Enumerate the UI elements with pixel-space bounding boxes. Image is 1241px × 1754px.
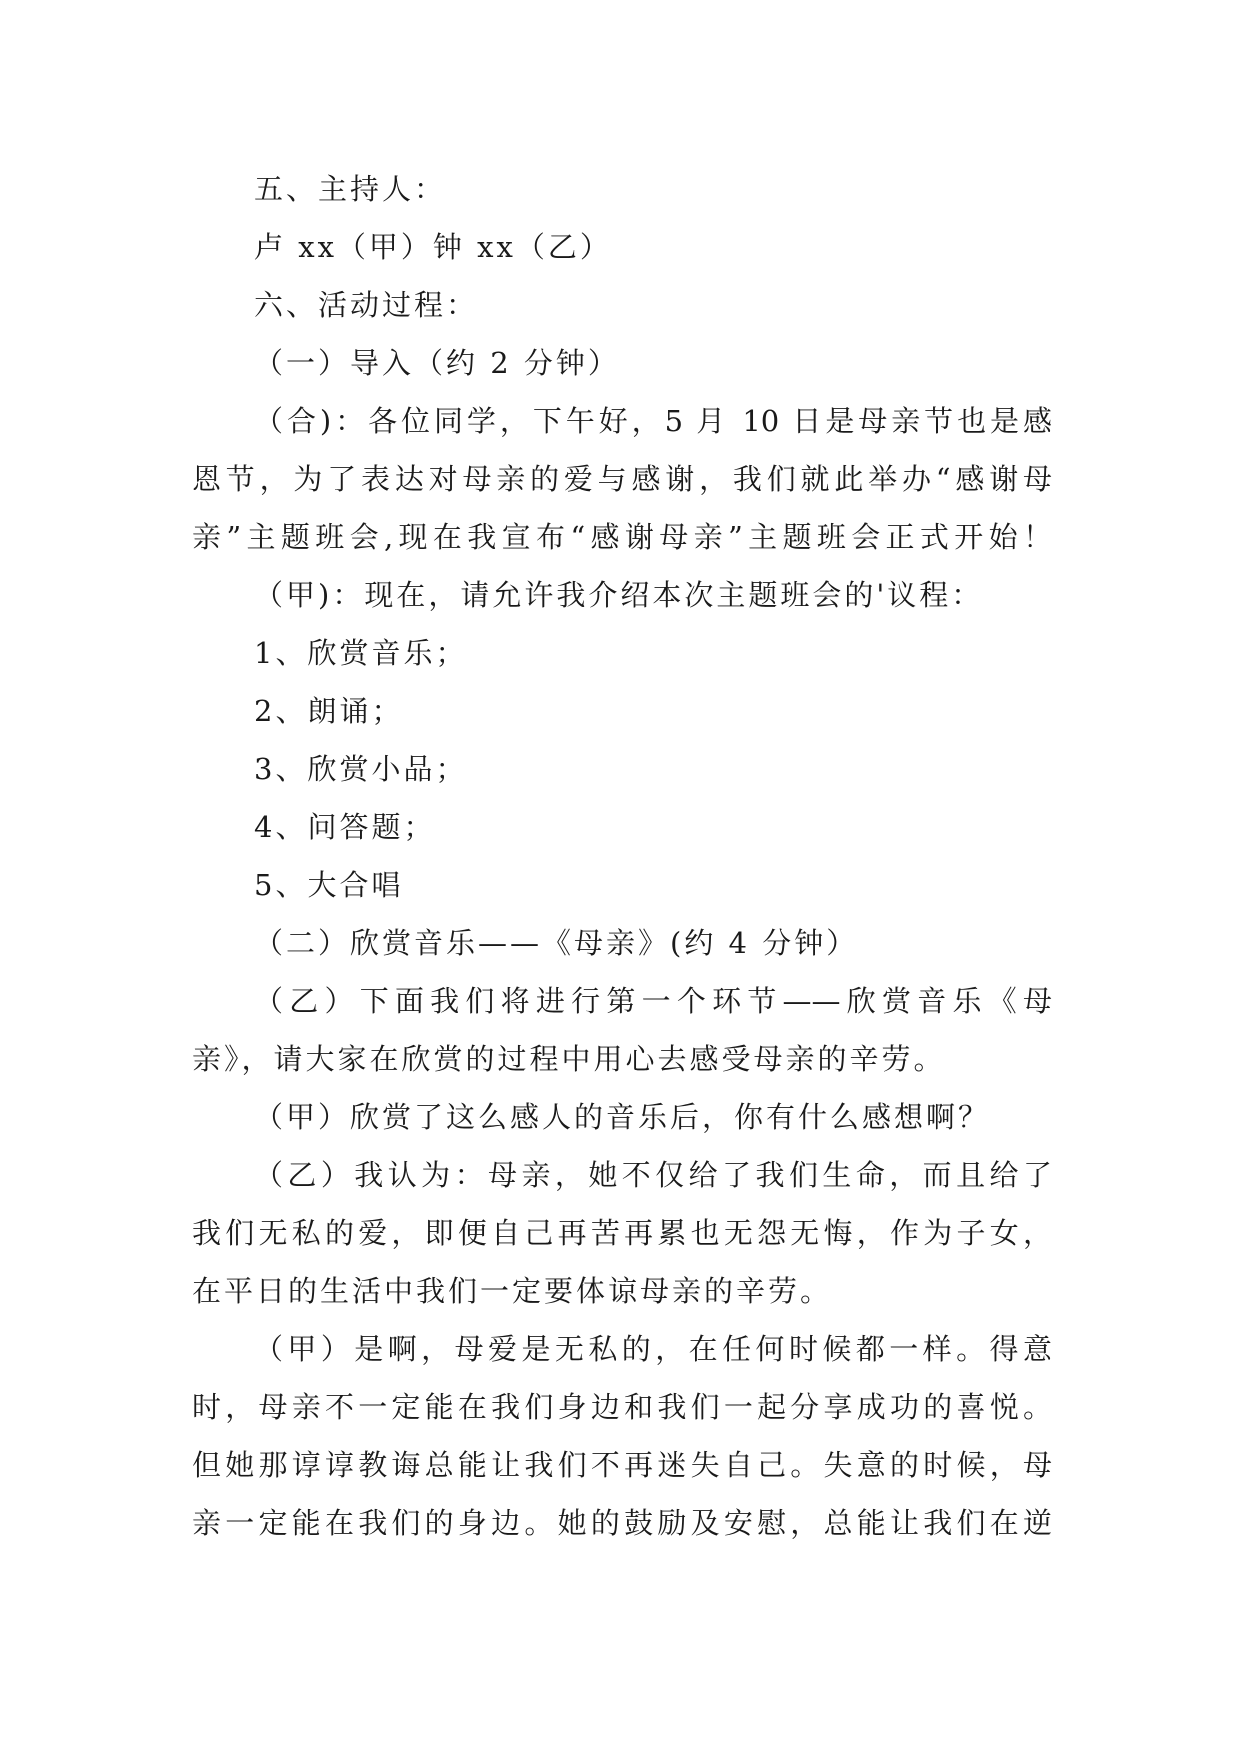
paragraph-line: （甲）是啊，母爱是无私的，在任何时候都一样。得意: [254, 1332, 1052, 1366]
section-heading-process: 六、活动过程：: [254, 288, 479, 322]
hosts-names: 卢 xx（甲）钟 xx（乙）: [254, 230, 612, 264]
agenda-item: 1、欣赏音乐；: [254, 636, 468, 670]
paragraph-line: （合)：各位同学，下午好，5 月 10 日是母亲节也是感: [254, 404, 1052, 438]
paragraph-line: 我们无私的爱，即便自己再苦再累也无怨无悔，作为子女，: [192, 1216, 1052, 1250]
paragraph-line: 亲”主题班会,现在我宣布“感谢母亲”主题班会正式开始！: [192, 520, 1052, 554]
document-body: [192, 160, 1052, 1552]
paragraph-line: 时，母亲不一定能在我们身边和我们一起分享成功的喜悦。: [192, 1390, 1052, 1424]
paragraph-line: （甲）欣赏了这么感人的音乐后，你有什么感想啊？: [254, 1100, 991, 1134]
paragraph-line: （甲)：现在，请允许我介绍本次主题班会的'议程：: [254, 578, 984, 612]
agenda-item: 4、问答题；: [254, 810, 436, 844]
paragraph-line: 在平日的生活中我们一定要体谅母亲的辛劳。: [192, 1274, 833, 1308]
paragraph-line: 亲》，请大家在欣赏的过程中用心去感受母亲的辛劳。: [192, 1042, 946, 1076]
agenda-item: 2、朗诵；: [254, 694, 404, 728]
section-heading-hosts: 五、主持人：: [254, 172, 447, 206]
paragraph-line: 亲一定能在我们的身边。她的鼓励及安慰，总能让我们在逆: [192, 1506, 1052, 1540]
subsection-heading-music: （二）欣赏音乐——《母亲》(约 4 分钟）: [254, 926, 859, 960]
paragraph-line: 但她那谆谆教诲总能让我们不再迷失自己。失意的时候，母: [192, 1448, 1052, 1482]
paragraph-line: 恩节，为了表达对母亲的爱与感谢，我们就此举办“感谢母: [192, 462, 1052, 496]
agenda-item: 3、欣赏小品；: [254, 752, 468, 786]
subsection-heading-intro: （一）导入（约 2 分钟）: [254, 346, 620, 380]
paragraph-line: （乙）我认为：母亲，她不仅给了我们生命，而且给了: [254, 1158, 1052, 1192]
paragraph-line: （乙）下面我们将进行第一个环节——欣赏音乐《母: [254, 984, 1052, 1018]
agenda-item: 5、大合唱: [254, 868, 404, 902]
